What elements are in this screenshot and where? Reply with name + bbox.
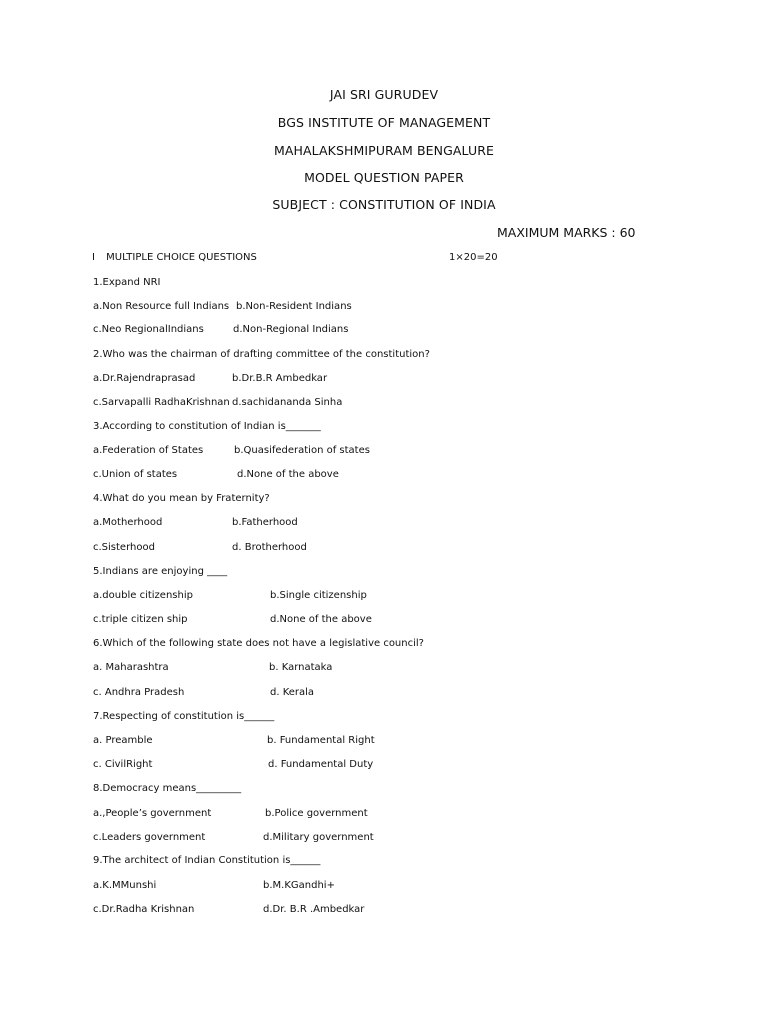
section-title-text: MULTIPLE CHOICE QUESTIONS [106,252,257,263]
option-c: c.Sisterhood [93,542,155,553]
option-b: b. Fundamental Right [267,735,375,746]
option-a: a. Maharashtra [93,662,169,673]
option-b: b.Dr.B.R Ambedkar [232,373,328,384]
option-d: d. Brotherhood [232,542,307,553]
option-c: c.triple citizen ship [93,614,188,625]
option-a: a.Federation of States [93,445,204,456]
section-marks: 1×20=20 [449,252,498,263]
option-c: c.Sarvapalli RadhaKrishnan [93,397,230,408]
institute-location: MAHALAKSHMIPURAM BENGALURE [273,143,494,158]
option-b: b.Non-Resident Indians [236,301,352,312]
option-d: d.Military government [263,832,374,843]
option-b: b.Quasifederation of states [234,445,370,456]
option-b: b.Fatherhood [232,517,298,528]
question-text: 2.Who was the chairman of drafting committee of the constitution? [93,349,430,360]
option-c: c.Dr.Radha Krishnan [93,904,195,915]
question-text: 6.Which of the following state does not have a legislative council? [93,638,424,649]
option-a: a.Dr.Rajendraprasad [93,373,196,384]
section-heading [92,251,257,265]
option-b: b. Karnataka [269,662,333,673]
option-d: d.Dr. B.R .Ambedkar [263,904,365,915]
header-blessing: JAI SRI GURUDEV [329,87,439,102]
maximum-marks: MAXIMUM MARKS : 60 [497,225,636,240]
option-d: d.Non-Regional Indians [233,324,349,335]
question-text: 1.Expand NRI [93,277,161,288]
paper-title: MODEL QUESTION PAPER [304,170,464,185]
option-d: d.None of the above [270,614,372,625]
option-d: d. Kerala [270,687,315,698]
option-a: a.double citizenship [93,590,193,601]
subject-line: SUBJECT : CONSTITUTION OF INDIA [272,197,496,212]
option-b: b.Single citizenship [270,590,367,601]
question-text: 5.Indians are enjoying ____ [93,566,228,577]
option-d: d. Fundamental Duty [268,759,374,770]
institute-name: BGS INSTITUTE OF MANAGEMENT [277,115,491,130]
option-a: a.Non Resource full Indians [93,301,230,312]
option-c: c.Union of states [93,469,178,480]
option-a: a.Motherhood [93,517,163,528]
option-d: d.None of the above [237,469,339,480]
option-b: b.M.KGandhi+ [263,880,335,891]
question-text: 4.What do you mean by Fraternity? [93,493,270,504]
section-number: I [92,252,95,263]
option-d: d.sachidananda Sinha [232,397,343,408]
option-c: c. Andhra Pradesh [93,687,185,698]
question-text: 8.Democracy means_________ [93,783,242,794]
option-c: c.Leaders government [93,832,206,843]
option-b: b.Police government [265,808,368,819]
option-c: c.Neo RegionalIndians [93,324,204,335]
option-a: a.K.MMunshi [93,880,157,891]
option-a: a. Preamble [93,735,153,746]
question-text: 9.The architect of Indian Constitution is______ [93,855,321,866]
option-a: a.,People’s government [93,808,212,819]
question-text: 3.According to constitution of Indian is_______ [93,421,321,432]
option-c: c. CivilRight [93,759,153,770]
question-text: 7.Respecting of constitution is______ [93,711,275,722]
